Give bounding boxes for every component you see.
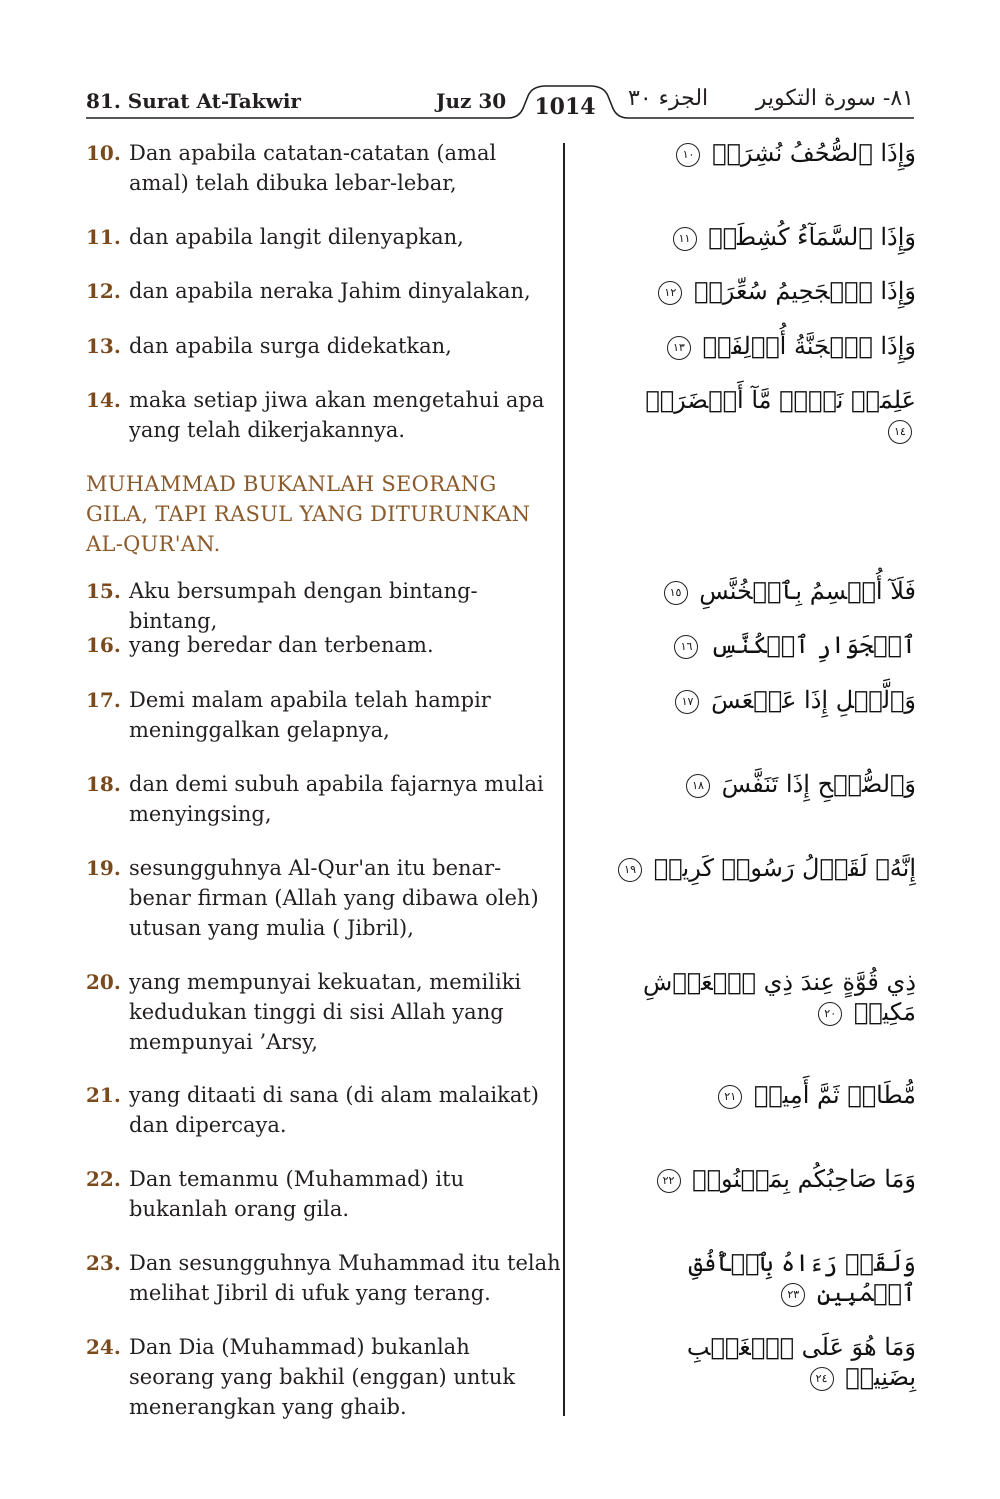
verse-text: yang beredar dan terbenam. xyxy=(129,633,434,657)
verse-number: 23. xyxy=(86,1251,121,1275)
verse-text: dan demi subuh apabila fajarnya mulai menyingsing, xyxy=(129,772,544,826)
arabic-text: وَإِذَا ٱلسَّمَآءُ كُشِطَتۡ xyxy=(708,223,916,251)
verse-text: maka setiap jiwa akan mengetahui apa yang telah dikerjakannya. xyxy=(129,388,545,442)
column-divider xyxy=(563,143,565,1416)
ayah-marker: ١٨ xyxy=(686,774,710,798)
arabic-text: فَلَآ أُقۡسِمُ بِٱلۡخُنَّسِ xyxy=(699,577,916,605)
verse-text: Dan sesungguhnya Muhammad itu telah melihat Jibril di ufuk yang terang. xyxy=(129,1251,561,1305)
juz-label-arabic: الجزء ٣٠ xyxy=(628,86,709,111)
verse-20-arabic xyxy=(616,967,916,1027)
arabic-text: وَإِذَا ٱلصُّحُفُ نُشِرَتۡ xyxy=(712,139,916,167)
arabic-text: عَلِمَتۡ نَفۡسٞ مَّآ أَحۡضَرَتۡ xyxy=(645,386,916,414)
juz-label-latin: Juz 30 xyxy=(436,89,507,113)
verse-number: 17. xyxy=(86,688,121,712)
verse-text: Dan apabila catatan-catatan (amal amal) telah dibuka lebar-lebar, xyxy=(129,141,497,195)
arabic-text: وَلَقَدۡ رَءَاهُ بِٱلۡأُفُقِ ٱلۡمُبِينِ xyxy=(688,1249,916,1307)
verse-number: 11. xyxy=(86,225,121,249)
arabic-text: وَٱلَّيۡلِ إِذَا عَسۡعَسَ xyxy=(711,686,916,714)
verse-number: 20. xyxy=(86,970,121,994)
ayah-marker: ٢٣ xyxy=(781,1283,805,1307)
verse-12-arabic xyxy=(616,276,916,306)
ayah-marker: ١٠ xyxy=(676,143,700,167)
verse-number: 12. xyxy=(86,279,121,303)
arabic-text: وَإِذَا ٱلۡجَنَّةُ أُزۡلِفَتۡ xyxy=(702,332,916,360)
verse-16-arabic xyxy=(616,630,916,660)
ayah-marker: ١٧ xyxy=(675,690,699,714)
section-heading: MUHAMMAD BUKANLAH SEORANG GILA, TAPI RASUL YANG DITURUNKAN AL-QUR'AN. xyxy=(86,472,531,556)
verse-text: yang ditaati di sana (di alam malaikat) dan dipercaya. xyxy=(129,1083,539,1137)
arabic-text: إِنَّهُۥ لَقَوۡلُ رَسُولٖ كَرِيمٖ xyxy=(653,854,916,882)
verse-text: dan apabila neraka Jahim dinyalakan, xyxy=(129,279,531,303)
ayah-marker: ١٦ xyxy=(674,635,698,659)
ayah-marker: ٢٢ xyxy=(657,1169,681,1193)
ayah-marker: ٢٠ xyxy=(818,1002,842,1026)
verse-14-arabic xyxy=(616,385,916,445)
verse-number: 14. xyxy=(86,388,121,412)
ayah-marker: ١١ xyxy=(673,227,697,251)
arabic-text: ذِي قُوَّةٍ عِندَ ذِي ٱلۡعَرۡشِ مَكِينٖ xyxy=(643,968,916,1026)
ayah-marker: ٢١ xyxy=(718,1085,742,1109)
verse-text: Dan Dia (Muhammad) bukanlah seorang yang bakhil (enggan) untuk menerangkan yang ghaib. xyxy=(129,1335,516,1419)
verse-text: Dan temanmu (Muhammad) itu bukanlah orang gila. xyxy=(129,1167,465,1221)
page-header xyxy=(0,0,1000,130)
ayah-marker: ١٢ xyxy=(658,281,682,305)
page-number: 1014 xyxy=(534,94,596,120)
verse-text: yang mempunyai kekuatan, memiliki kedudukan tinggi di sisi Allah yang mempunyai ’Arsy, xyxy=(129,970,522,1054)
verse-number: 10. xyxy=(86,141,121,165)
arabic-text: وَمَا هُوَ عَلَى ٱلۡغَيۡبِ بِضَنِينٖ xyxy=(686,1333,916,1391)
verse-13-arabic xyxy=(616,331,916,361)
ayah-marker: ١٩ xyxy=(618,858,642,882)
verse-22-arabic xyxy=(616,1164,916,1194)
verse-number: 19. xyxy=(86,856,121,880)
arabic-text: وَمَا صَاحِبُكُم بِمَجۡنُونٖ xyxy=(692,1165,916,1193)
arabic-text: ٱلۡجَوَارِ ٱلۡكُنَّسِ xyxy=(710,631,916,659)
arabic-text: وَٱلصُّبۡحِ إِذَا تَنَفَّسَ xyxy=(721,770,916,798)
verse-number: 16. xyxy=(86,633,121,657)
ayah-marker: ١٤ xyxy=(888,420,912,444)
ayah-marker: ٢٤ xyxy=(810,1367,834,1391)
verse-10-arabic xyxy=(616,138,916,168)
verse-text: sesungguhnya Al-Qur'an itu benar-benar firman (Allah yang dibawa oleh) utusan yang mulia ( Jibril), xyxy=(129,856,539,940)
verse-17-arabic xyxy=(616,685,916,715)
verse-18-arabic xyxy=(616,769,916,799)
verse-number: 22. xyxy=(86,1167,121,1191)
verse-15-arabic xyxy=(616,576,916,606)
ayah-marker: ١٥ xyxy=(664,581,688,605)
verse-21-arabic xyxy=(616,1080,916,1110)
verse-number: 15. xyxy=(86,579,121,603)
verse-text: dan apabila surga didekatkan, xyxy=(129,334,452,358)
surah-title-latin: 81. Surat At-Takwir xyxy=(86,89,301,113)
surah-title-arabic: ٨١- سورة التكوير xyxy=(755,86,914,111)
arabic-text: وَإِذَا ٱلۡجَحِيمُ سُعِّرَتۡ xyxy=(693,277,916,305)
verse-23-arabic xyxy=(616,1248,916,1308)
verse-text: dan apabila langit dilenyapkan, xyxy=(129,225,464,249)
verse-19-arabic xyxy=(616,853,916,883)
verse-number: 13. xyxy=(86,334,121,358)
verse-number: 18. xyxy=(86,772,121,796)
verse-text: Aku bersumpah dengan bintang-bintang, xyxy=(129,579,478,633)
verse-number: 21. xyxy=(86,1083,121,1107)
ayah-marker: ١٣ xyxy=(667,336,691,360)
verse-text: Demi malam apabila telah hampir meninggalkan gelapnya, xyxy=(129,688,491,742)
verse-11-arabic xyxy=(616,222,916,252)
verse-24-arabic xyxy=(616,1332,916,1392)
arabic-text: مُّطَاعٖ ثَمَّ أَمِينٖ xyxy=(753,1081,916,1109)
verse-number: 24. xyxy=(86,1335,121,1359)
